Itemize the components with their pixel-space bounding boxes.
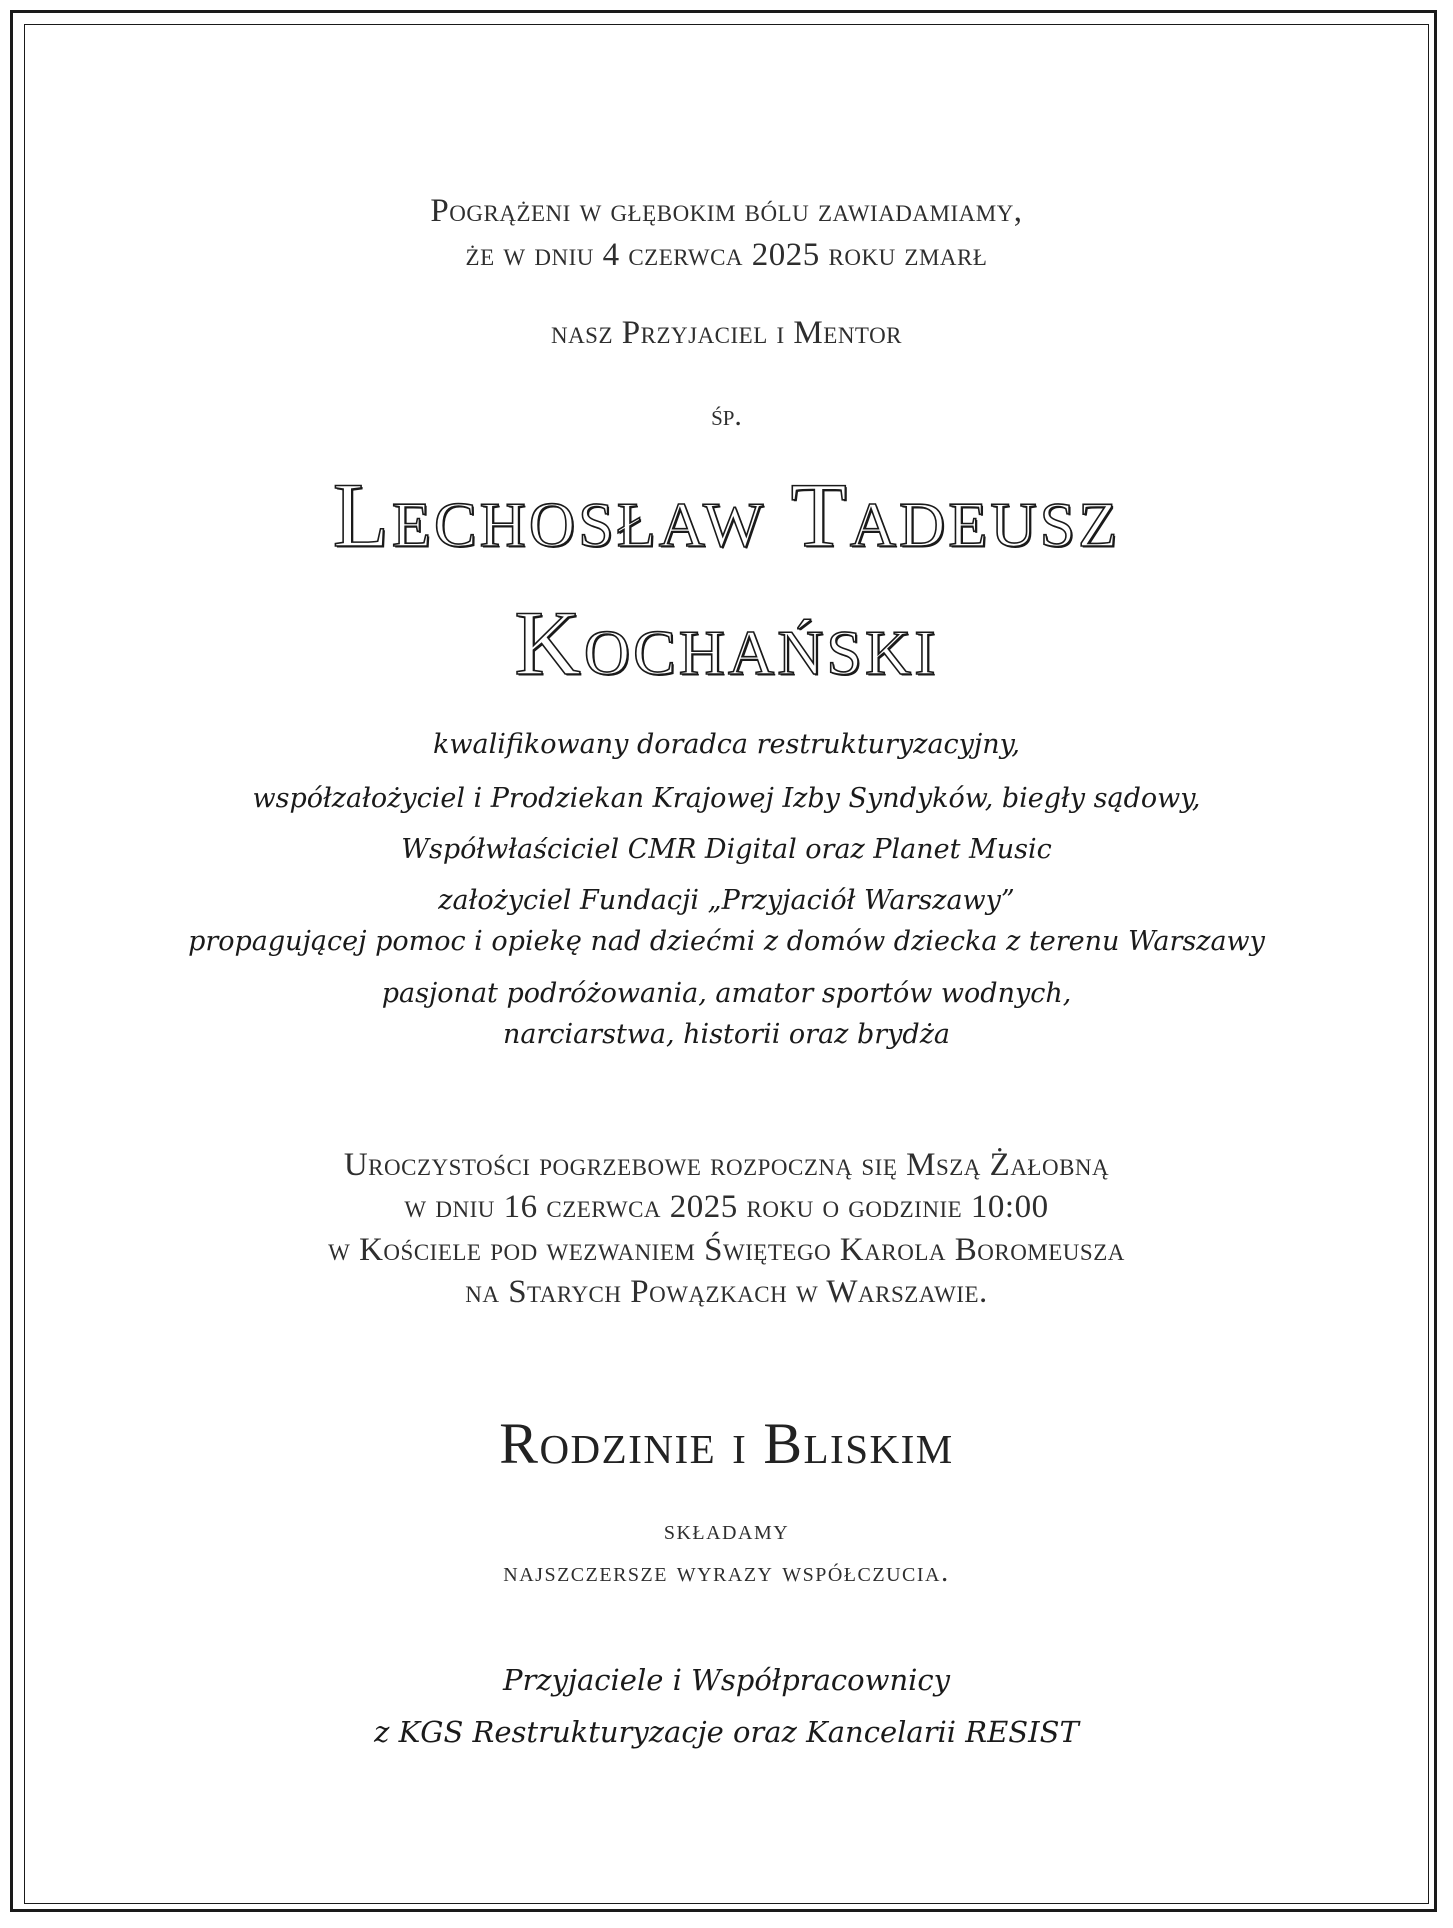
biography-line-4: założyciel Fundacji „Przyjaciół Warszawy” — [438, 885, 1015, 916]
intro-line-3: nasz Przyjaciel i Mentor — [550, 315, 903, 351]
funeral-line-1: Uroczystości pogrzebowe rozpoczną się Mszą Żałobną — [343, 1147, 1110, 1183]
inner-frame — [24, 24, 1429, 1904]
biography-line-2: współzałożyciel i Prodziekan Krajowej Izby Syndyków, biegły sądowy, — [252, 783, 1201, 814]
intro-line-1: Pogrążeni w głębokim bólu zawiadamiamy, — [430, 193, 1023, 229]
biography-line-1: kwalifikowany doradca restrukturyzacyjny, — [433, 729, 1020, 760]
funeral-line-2: w dniu 16 czerwca 2025 roku o godzinie 10:00 — [404, 1189, 1049, 1225]
funeral-line-3: w Kościele pod wezwaniem Świętego Karola Boromeusza — [328, 1232, 1125, 1268]
intro-line-2: że w dniu 4 czerwca 2025 roku zmarł — [465, 237, 988, 273]
signature-line-2: z KGS Restrukturyzacje oraz Kancelarii RESIST — [374, 1715, 1079, 1749]
deceased-name-line-1: Lechosław Tadeusz — [332, 464, 1121, 566]
biography-line-6: pasjonat podróżowania, amator sportów wodnych, — [381, 978, 1072, 1009]
condolences-line-1: składamy — [663, 1514, 790, 1546]
honorific: śp. — [711, 399, 742, 432]
condolences-heading: Rodzinie i Bliskim — [499, 1411, 954, 1476]
condolences-line-2: najszczersze wyrazy współczucia. — [503, 1556, 950, 1588]
biography-line-3: Współwłaściciel CMR Digital oraz Planet Music — [401, 834, 1052, 865]
signature-line-1: Przyjaciele i Współpracownicy — [502, 1663, 951, 1697]
biography-line-7: narciarstwa, historii oraz brydża — [502, 1019, 951, 1050]
biography-line-5: propagującej pomoc i opiekę nad dziećmi z domów dziecka z terenu Warszawy — [188, 926, 1265, 957]
funeral-line-4: na Starych Powązkach w Warszawie. — [465, 1274, 988, 1310]
deceased-name-line-2: Kochański — [514, 592, 939, 694]
